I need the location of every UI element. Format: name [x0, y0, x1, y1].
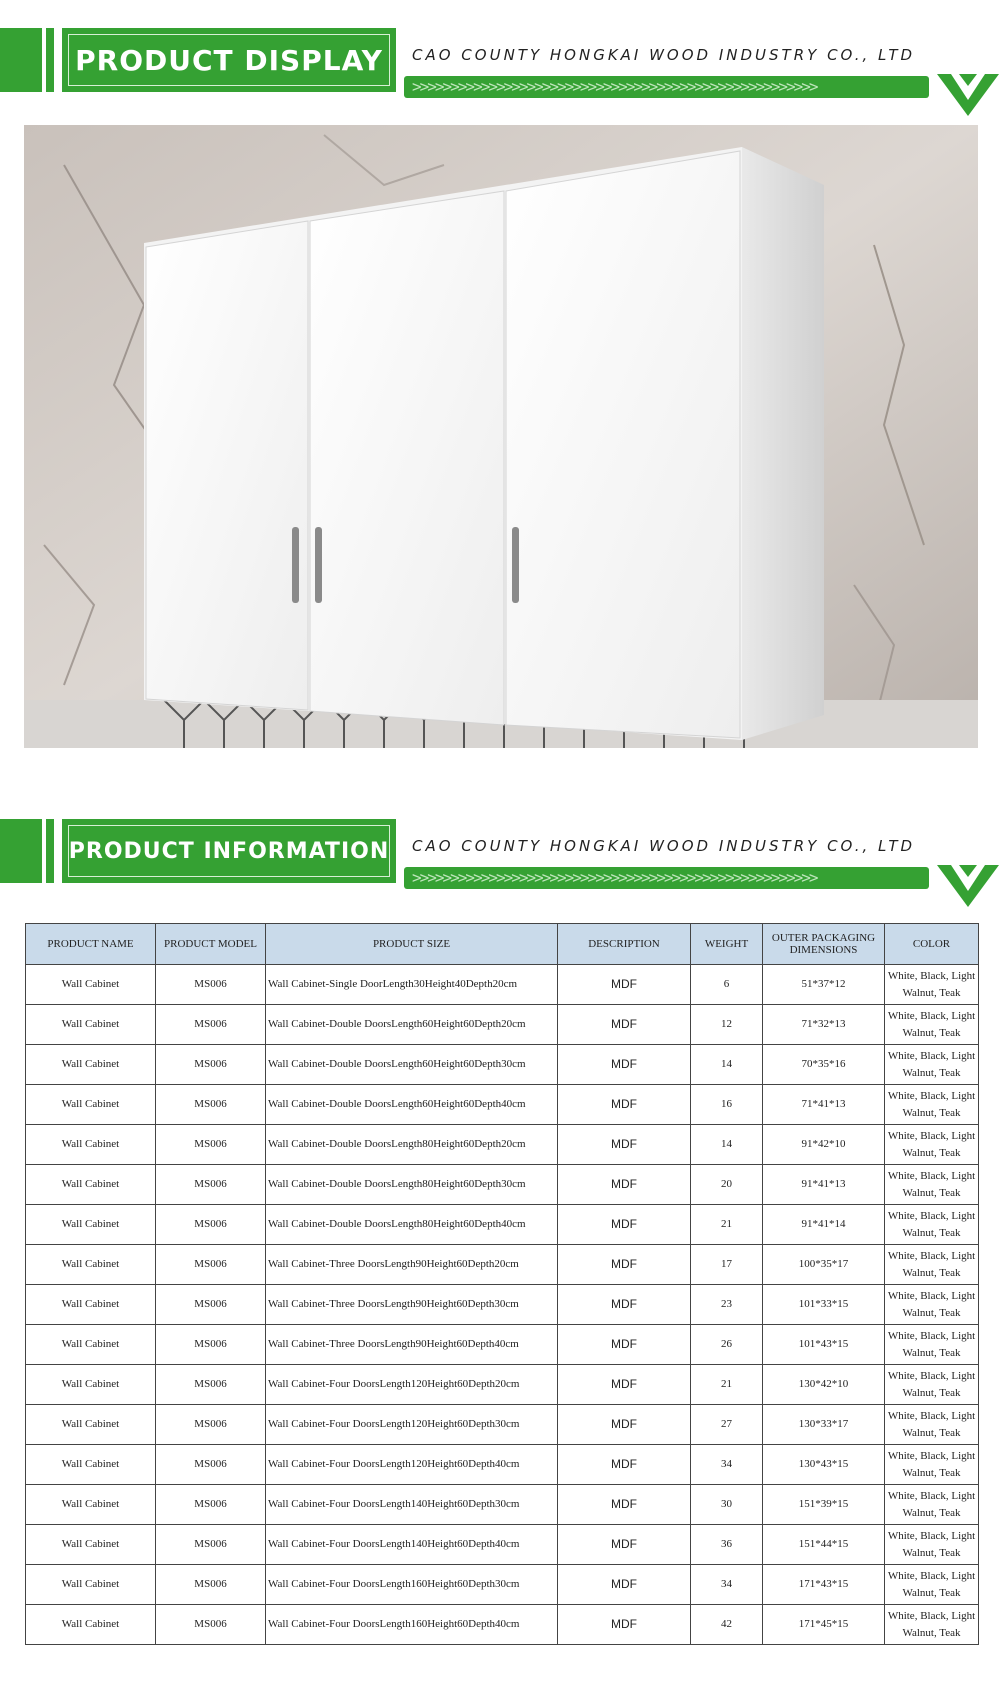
section-title: PRODUCT INFORMATION — [68, 825, 390, 877]
cell-color: White, Black, Light Walnut, Teak — [885, 1205, 979, 1245]
cell-packaging-dimensions: 151*44*15 — [763, 1525, 885, 1565]
cell-description: MDF — [558, 1085, 691, 1125]
cell-product-name: Wall Cabinet — [26, 1325, 156, 1365]
cell-product-name: Wall Cabinet — [26, 1205, 156, 1245]
table-row — [26, 1445, 979, 1485]
cell-weight: 34 — [691, 1565, 763, 1605]
table-row — [26, 1205, 979, 1245]
cell-packaging-dimensions: 91*41*14 — [763, 1205, 885, 1245]
cell-weight: 12 — [691, 1005, 763, 1045]
cell-product-model: MS006 — [156, 1005, 266, 1045]
check-chevron-icon — [937, 865, 999, 907]
cell-product-size: Wall Cabinet-Four DoorsLength160Height60Depth30cm — [266, 1565, 558, 1605]
cell-description: MDF — [558, 1125, 691, 1165]
cell-product-name: Wall Cabinet — [26, 1245, 156, 1285]
cell-product-size: Wall Cabinet-Double DoorsLength60Height60Depth30cm — [266, 1045, 558, 1085]
cell-description: MDF — [558, 1325, 691, 1365]
cell-weight: 17 — [691, 1245, 763, 1285]
cell-product-model: MS006 — [156, 1405, 266, 1445]
cell-weight: 26 — [691, 1325, 763, 1365]
cell-packaging-dimensions: 130*43*15 — [763, 1445, 885, 1485]
table-row — [26, 965, 979, 1005]
table-row — [26, 1565, 979, 1605]
cell-product-name: Wall Cabinet — [26, 1165, 156, 1205]
table-row — [26, 1325, 979, 1365]
header-product-model: PRODUCT MODEL — [156, 924, 266, 965]
table-row — [26, 1485, 979, 1525]
cell-product-name: Wall Cabinet — [26, 1045, 156, 1085]
cell-description: MDF — [558, 1565, 691, 1605]
cell-description: MDF — [558, 1005, 691, 1045]
cell-description: MDF — [558, 965, 691, 1005]
cell-packaging-dimensions: 171*43*15 — [763, 1565, 885, 1605]
chevron-stripe: >>>>>>>>>>>>>>>>>>>>>>>>>>>>>>>>>>>>>>>>>>>>>>>>>>>>> — [404, 76, 929, 98]
cell-product-model: MS006 — [156, 1285, 266, 1325]
table-row — [26, 1605, 979, 1645]
cell-product-name: Wall Cabinet — [26, 1005, 156, 1045]
table-row — [26, 1125, 979, 1165]
cell-product-name: Wall Cabinet — [26, 1485, 156, 1525]
cell-product-model: MS006 — [156, 1325, 266, 1365]
cell-weight: 21 — [691, 1365, 763, 1405]
cell-weight: 20 — [691, 1165, 763, 1205]
chevron-stripe: >>>>>>>>>>>>>>>>>>>>>>>>>>>>>>>>>>>>>>>>>>>>>>>>>>>>> — [404, 867, 929, 889]
cell-product-name: Wall Cabinet — [26, 1405, 156, 1445]
cell-packaging-dimensions: 100*35*17 — [763, 1245, 885, 1285]
cell-product-name: Wall Cabinet — [26, 1445, 156, 1485]
cell-packaging-dimensions: 130*42*10 — [763, 1365, 885, 1405]
cell-product-model: MS006 — [156, 1245, 266, 1285]
header-description: DESCRIPTION — [558, 924, 691, 965]
cell-description: MDF — [558, 1245, 691, 1285]
cell-product-model: MS006 — [156, 1085, 266, 1125]
cell-product-size: Wall Cabinet-Double DoorsLength80Height60Depth30cm — [266, 1165, 558, 1205]
cell-packaging-dimensions: 70*35*16 — [763, 1045, 885, 1085]
table-body — [26, 965, 979, 1645]
cell-color: White, Black, Light Walnut, Teak — [885, 1565, 979, 1605]
table-row — [26, 1525, 979, 1565]
cell-product-model: MS006 — [156, 1365, 266, 1405]
cell-weight: 42 — [691, 1605, 763, 1645]
cell-description: MDF — [558, 1165, 691, 1205]
cell-product-name: Wall Cabinet — [26, 965, 156, 1005]
table-row — [26, 1365, 979, 1405]
cell-product-size: Wall Cabinet-Double DoorsLength60Height60Depth40cm — [266, 1085, 558, 1125]
header-outer-packaging: OUTER PACKAGING DIMENSIONS — [763, 924, 885, 965]
cell-product-model: MS006 — [156, 1125, 266, 1165]
cell-product-model: MS006 — [156, 965, 266, 1005]
cell-description: MDF — [558, 1445, 691, 1485]
banner-accent-bar — [46, 28, 54, 92]
header-product-size: PRODUCT SIZE — [266, 924, 558, 965]
table-row — [26, 1405, 979, 1445]
cell-product-size: Wall Cabinet-Four DoorsLength140Height60Depth40cm — [266, 1525, 558, 1565]
cell-product-model: MS006 — [156, 1445, 266, 1485]
product-photo — [24, 125, 978, 748]
cell-weight: 6 — [691, 965, 763, 1005]
table-row — [26, 1285, 979, 1325]
cell-color: White, Black, Light Walnut, Teak — [885, 965, 979, 1005]
cell-product-model: MS006 — [156, 1525, 266, 1565]
cell-packaging-dimensions: 151*39*15 — [763, 1485, 885, 1525]
cell-weight: 27 — [691, 1405, 763, 1445]
cell-packaging-dimensions: 171*45*15 — [763, 1605, 885, 1645]
cell-product-name: Wall Cabinet — [26, 1085, 156, 1125]
cell-product-model: MS006 — [156, 1605, 266, 1645]
cell-description: MDF — [558, 1285, 691, 1325]
table-row — [26, 1045, 979, 1085]
cell-packaging-dimensions: 101*43*15 — [763, 1325, 885, 1365]
cell-product-size: Wall Cabinet-Double DoorsLength80Height60Depth20cm — [266, 1125, 558, 1165]
cell-product-size: Wall Cabinet-Three DoorsLength90Height60Depth40cm — [266, 1325, 558, 1365]
cell-weight: 30 — [691, 1485, 763, 1525]
cell-product-size: Wall Cabinet-Four DoorsLength160Height60Depth40cm — [266, 1605, 558, 1645]
section-title: PRODUCT DISPLAY — [68, 34, 390, 86]
cell-product-model: MS006 — [156, 1165, 266, 1205]
cell-weight: 14 — [691, 1045, 763, 1085]
cell-weight: 16 — [691, 1085, 763, 1125]
cell-color: White, Black, Light Walnut, Teak — [885, 1045, 979, 1085]
cell-description: MDF — [558, 1205, 691, 1245]
table-row — [26, 1085, 979, 1125]
banner-accent-bar — [0, 28, 42, 92]
cell-product-size: Wall Cabinet-Three DoorsLength90Height60Depth20cm — [266, 1245, 558, 1285]
cell-description: MDF — [558, 1405, 691, 1445]
cell-product-name: Wall Cabinet — [26, 1365, 156, 1405]
cell-product-size: Wall Cabinet-Double DoorsLength60Height60Depth20cm — [266, 1005, 558, 1045]
cell-product-size: Wall Cabinet-Four DoorsLength120Height60Depth20cm — [266, 1365, 558, 1405]
cell-product-name: Wall Cabinet — [26, 1605, 156, 1645]
cell-color: White, Black, Light Walnut, Teak — [885, 1085, 979, 1125]
table-row — [26, 1005, 979, 1045]
cell-color: White, Black, Light Walnut, Teak — [885, 1525, 979, 1565]
cell-weight: 36 — [691, 1525, 763, 1565]
header-color: COLOR — [885, 924, 979, 965]
cell-color: White, Black, Light Walnut, Teak — [885, 1285, 979, 1325]
table-row — [26, 1165, 979, 1205]
cell-packaging-dimensions: 91*42*10 — [763, 1125, 885, 1165]
cell-description: MDF — [558, 1365, 691, 1405]
cell-packaging-dimensions: 51*37*12 — [763, 965, 885, 1005]
cell-packaging-dimensions: 130*33*17 — [763, 1405, 885, 1445]
cell-packaging-dimensions: 101*33*15 — [763, 1285, 885, 1325]
cell-product-size: Wall Cabinet-Four DoorsLength120Height60Depth30cm — [266, 1405, 558, 1445]
cell-product-model: MS006 — [156, 1045, 266, 1085]
product-info-table — [25, 923, 979, 1645]
cell-product-model: MS006 — [156, 1205, 266, 1245]
header-weight: WEIGHT — [691, 924, 763, 965]
cell-product-size: Wall Cabinet-Double DoorsLength80Height60Depth40cm — [266, 1205, 558, 1245]
cell-product-name: Wall Cabinet — [26, 1565, 156, 1605]
banner-accent-bar — [46, 819, 54, 883]
company-name: CAO COUNTY HONGKAI WOOD INDUSTRY CO., LTD — [412, 46, 916, 64]
cell-product-size: Wall Cabinet-Single DoorLength30Height40Depth20cm — [266, 965, 558, 1005]
cell-color: White, Black, Light Walnut, Teak — [885, 1485, 979, 1525]
check-chevron-icon — [937, 74, 999, 116]
banner-accent-bar — [0, 819, 42, 883]
cell-color: White, Black, Light Walnut, Teak — [885, 1605, 979, 1645]
cell-product-model: MS006 — [156, 1485, 266, 1525]
banner-title-box — [62, 819, 396, 883]
company-name: CAO COUNTY HONGKAI WOOD INDUSTRY CO., LTD — [412, 837, 916, 855]
cell-product-name: Wall Cabinet — [26, 1125, 156, 1165]
cell-color: White, Black, Light Walnut, Teak — [885, 1405, 979, 1445]
product-display-banner — [0, 20, 1000, 120]
cell-color: White, Black, Light Walnut, Teak — [885, 1245, 979, 1285]
cell-description: MDF — [558, 1485, 691, 1525]
table-row — [26, 1245, 979, 1285]
cell-description: MDF — [558, 1045, 691, 1085]
cell-product-name: Wall Cabinet — [26, 1525, 156, 1565]
cell-packaging-dimensions: 71*41*13 — [763, 1085, 885, 1125]
cell-description: MDF — [558, 1605, 691, 1645]
header-product-name: PRODUCT NAME — [26, 924, 156, 965]
cell-color: White, Black, Light Walnut, Teak — [885, 1005, 979, 1045]
cell-color: White, Black, Light Walnut, Teak — [885, 1445, 979, 1485]
cell-product-name: Wall Cabinet — [26, 1285, 156, 1325]
cell-product-size: Wall Cabinet-Four DoorsLength140Height60Depth30cm — [266, 1485, 558, 1525]
cell-weight: 21 — [691, 1205, 763, 1245]
cell-product-model: MS006 — [156, 1565, 266, 1605]
product-information-banner — [0, 811, 1000, 911]
cell-color: White, Black, Light Walnut, Teak — [885, 1165, 979, 1205]
cell-color: White, Black, Light Walnut, Teak — [885, 1325, 979, 1365]
cell-color: White, Black, Light Walnut, Teak — [885, 1125, 979, 1165]
cell-product-size: Wall Cabinet-Four DoorsLength120Height60Depth40cm — [266, 1445, 558, 1485]
cell-product-size: Wall Cabinet-Three DoorsLength90Height60Depth30cm — [266, 1285, 558, 1325]
cell-weight: 14 — [691, 1125, 763, 1165]
banner-title-box — [62, 28, 396, 92]
cell-color: White, Black, Light Walnut, Teak — [885, 1365, 979, 1405]
cell-description: MDF — [558, 1525, 691, 1565]
cell-weight: 23 — [691, 1285, 763, 1325]
cell-packaging-dimensions: 71*32*13 — [763, 1005, 885, 1045]
cell-weight: 34 — [691, 1445, 763, 1485]
cell-packaging-dimensions: 91*41*13 — [763, 1165, 885, 1205]
table-header-row — [26, 924, 979, 965]
